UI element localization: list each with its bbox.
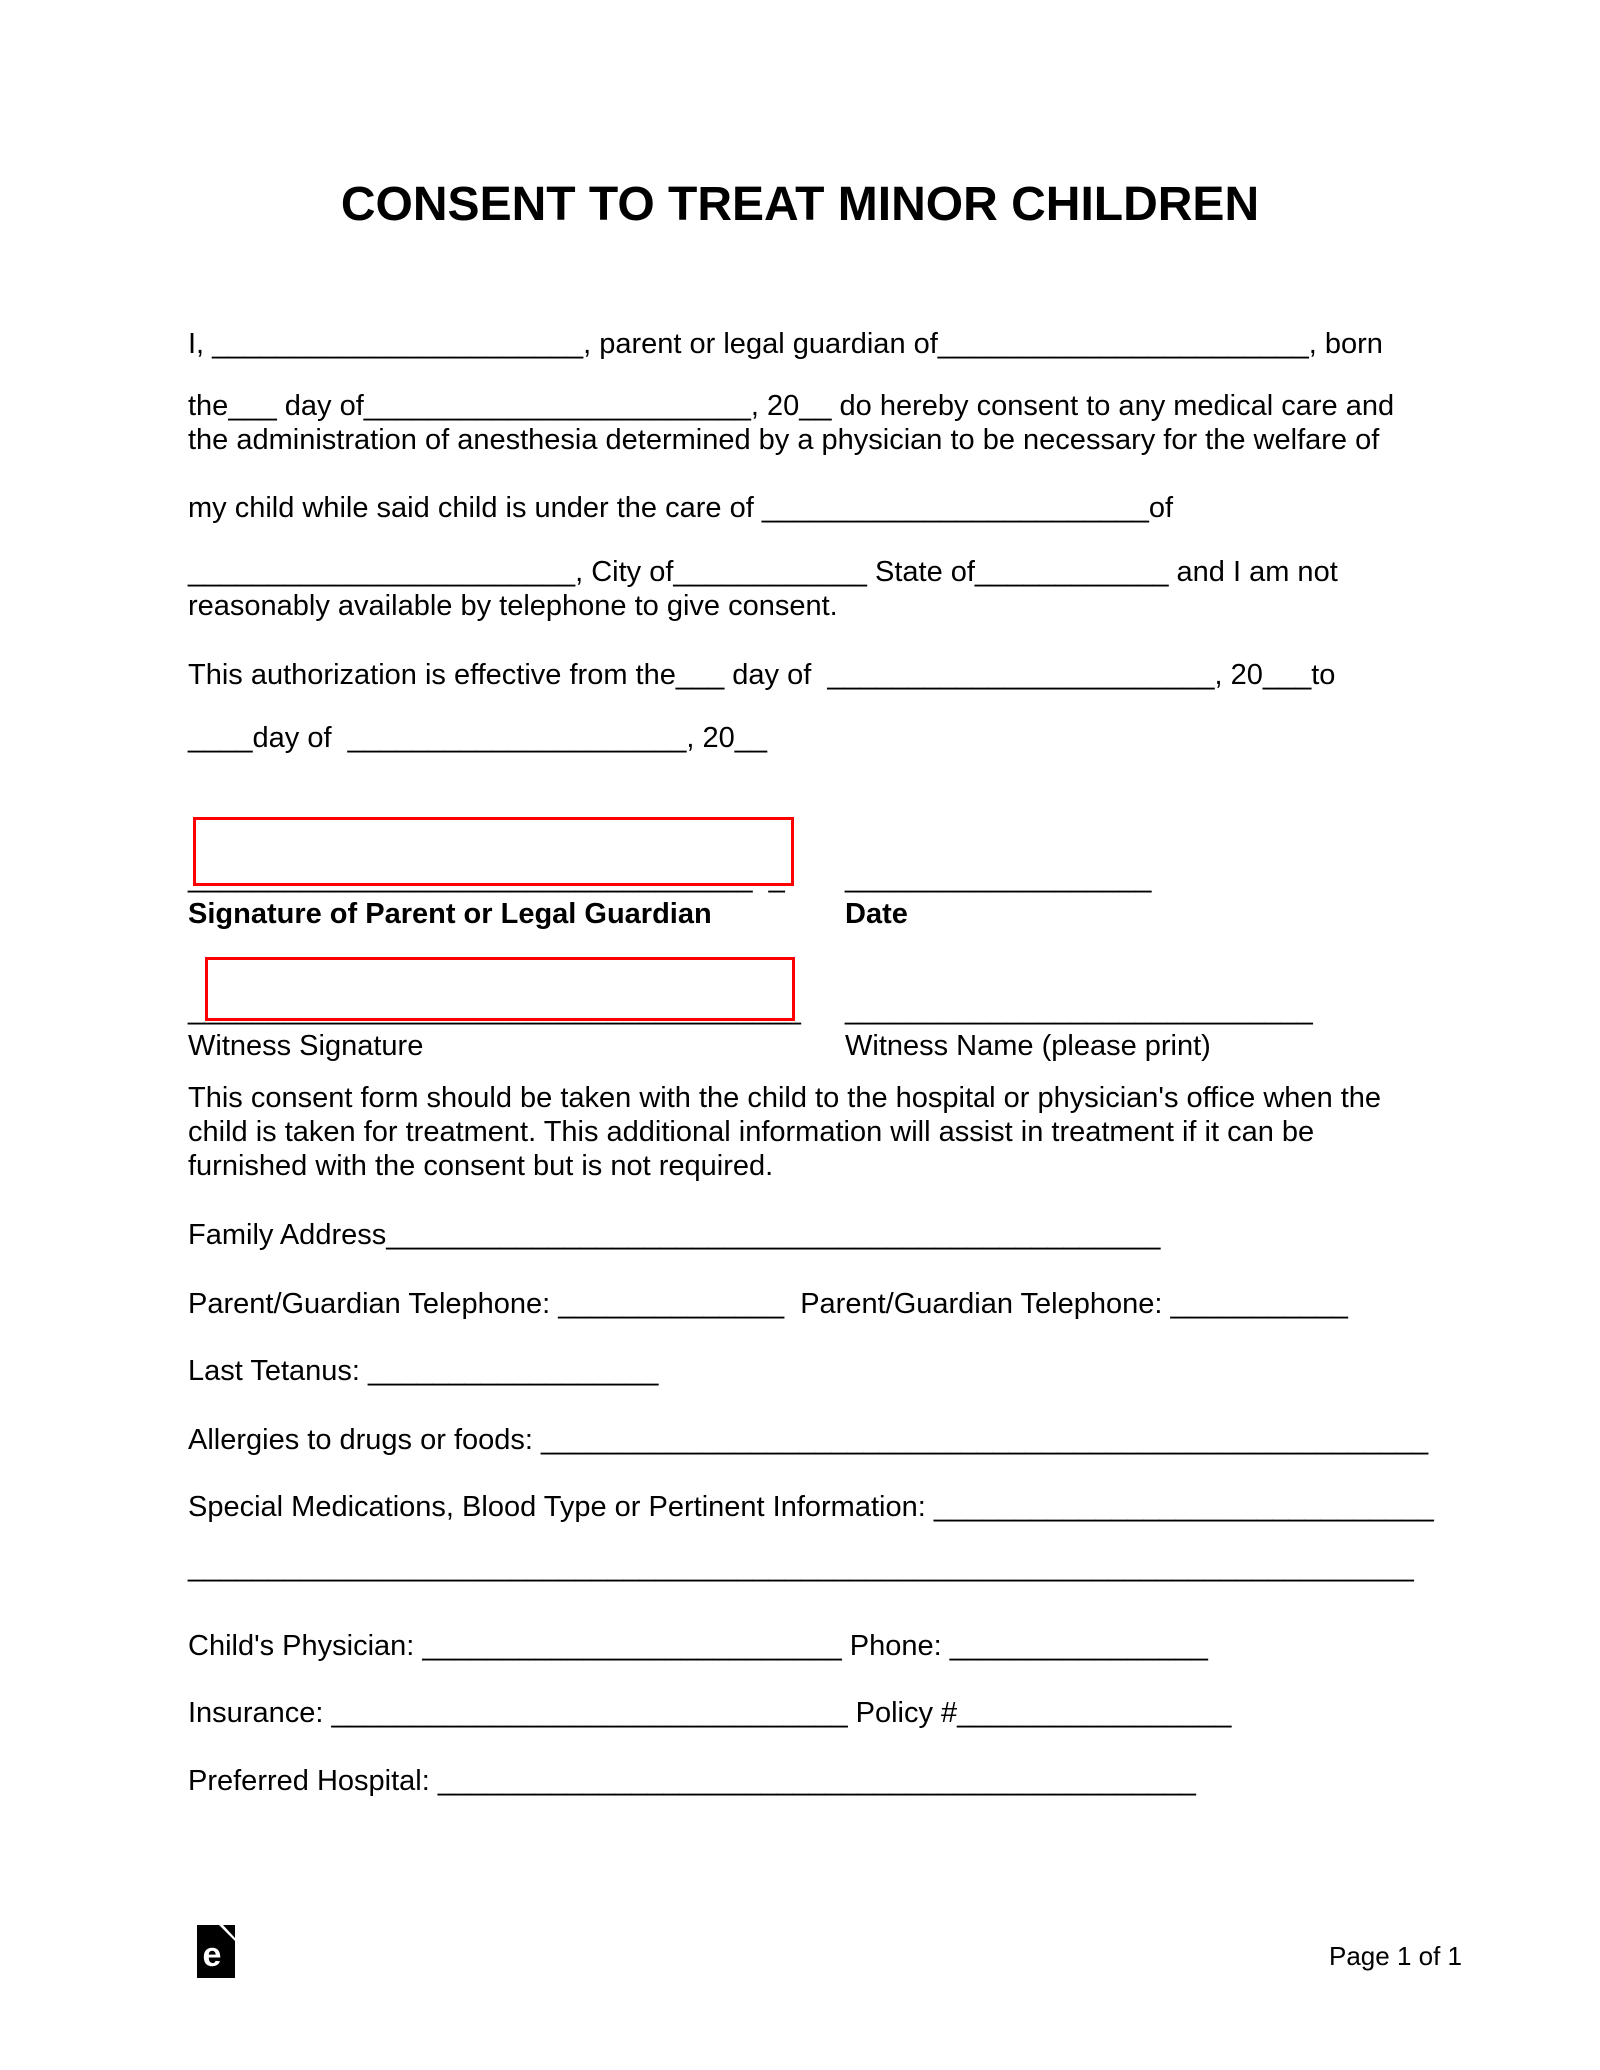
effective-date-line-1: This authorization is effective from the___ day of ________________________, 20___to <box>188 659 1336 691</box>
special-medications-line: Special Medications, Blood Type or Pertinent Information: _______________________________ <box>188 1491 1434 1523</box>
telephone-line: Parent/Guardian Telephone: ______________ Parent/Guardian Telephone: ___________ <box>188 1288 1348 1320</box>
date-underline: ___________________ <box>845 862 1152 894</box>
parent-signature-underline: ___________________________________ _ <box>188 862 785 894</box>
witness-signature-underline: ______________________________________ <box>188 994 801 1026</box>
eforms-logo-icon <box>197 1925 235 1978</box>
location-line-1: ________________________, City of____________ State of____________ and I am not <box>188 556 1338 588</box>
consent-line-2: the administration of anesthesia determined by a physician to be necessary for the welfare of <box>188 424 1380 456</box>
allergies-line: Allergies to drugs or foods: _______________________________________________________ <box>188 1424 1429 1456</box>
witness-signature-label: Witness Signature <box>188 1030 424 1062</box>
preferred-hospital-line: Preferred Hospital: _______________________________________________ <box>188 1765 1196 1797</box>
last-tetanus-line: Last Tetanus: __________________ <box>188 1355 659 1387</box>
logo-letter: e <box>202 1936 222 1974</box>
consent-line-1: the___ day of________________________, 20__ do hereby consent to any medical care and <box>188 390 1395 422</box>
note-line-3: furnished with the consent but is not required. <box>188 1150 774 1182</box>
childs-physician-line: Child's Physician: __________________________ Phone: ________________ <box>188 1630 1208 1662</box>
insurance-line: Insurance: ________________________________ Policy #_________________ <box>188 1697 1232 1729</box>
witness-signature-field[interactable] <box>205 957 795 1021</box>
parent-signature-field[interactable] <box>193 817 794 886</box>
family-address-line: Family Address________________________________________________ <box>188 1219 1161 1251</box>
witness-name-label: Witness Name (please print) <box>845 1030 1211 1062</box>
witness-name-underline: _____________________________ <box>845 994 1313 1026</box>
declaration-line: I, _______________________, parent or legal guardian of_______________________, born <box>188 328 1383 360</box>
parent-signature-label: Signature of Parent or Legal Guardian <box>188 898 712 930</box>
form-title: CONSENT TO TREAT MINOR CHILDREN <box>340 178 1260 231</box>
note-line-1: This consent form should be taken with the child to the hospital or physician's office when the <box>188 1082 1382 1114</box>
effective-date-line-2: ____day of _____________________, 20__ <box>188 722 767 754</box>
date-label: Date <box>845 898 908 930</box>
care-of-line: my child while said child is under the care of ________________________of <box>188 492 1174 524</box>
page-number: Page 1 of 1 <box>1329 1941 1462 1971</box>
note-line-2: child is taken for treatment. This additional information will assist in treatment if it can be <box>188 1116 1315 1148</box>
continuation-underline: ____________________________________________________________________________ <box>188 1551 1414 1583</box>
location-line-2: reasonably available by telephone to give consent. <box>188 590 838 622</box>
